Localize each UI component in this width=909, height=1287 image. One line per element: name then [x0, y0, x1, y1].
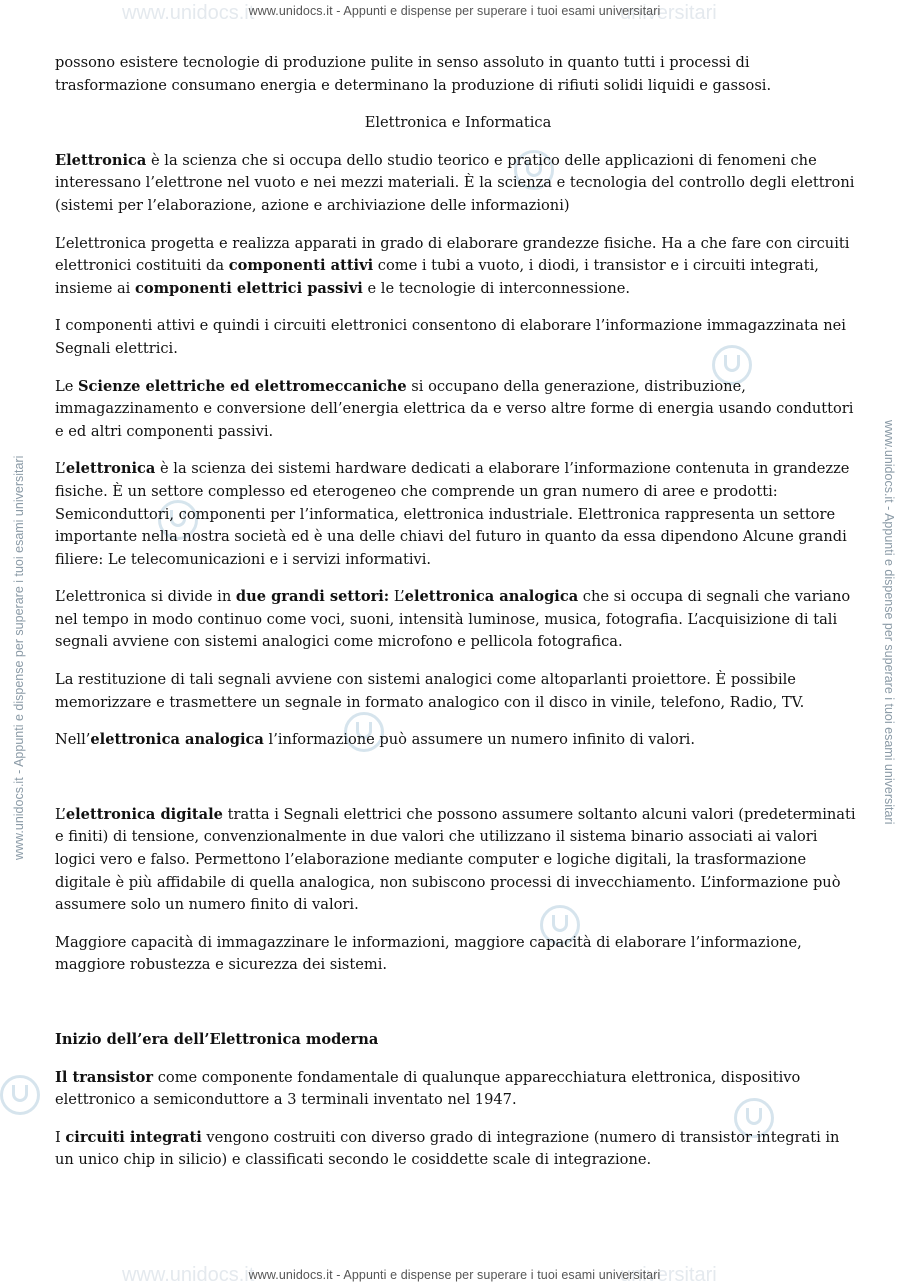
faint-watermark-top-right: universitari [620, 2, 717, 24]
paragraph-sistemi-hardware [55, 458, 861, 571]
paragraph-segnali: I componenti attivi e quindi i circuiti elettronici consentono di elaborare l’informazione immagazzinata nei Segnali elettrici. [55, 317, 846, 357]
text-run: si occupano della generazione, distribuzione, immagazzinamento e conversione dell’energia elettrica da e verso altre forme di energia usando conduttori e ed altri componenti passivi. [55, 377, 854, 440]
paragraph-scienze-elettriche [55, 376, 861, 444]
text-run: tratta i Segnali elettrici che possono assumere soltanto alcuni valori (predeterminati e finiti) di tensione, convenzionalmente in due valori che utilizzano il sistema binario associati ai valori logici vero e falso. Permettono l’elaborazione mediante computer e logiche digitali, la trasformazione digitale è più affidabile di quella analogica, non subiscono processi di invecchiamento. L’informazione può assumere solo un numero finito di valori. [55, 805, 856, 914]
intro-paragraph: possono esistere tecnologie di produzione pulite in senso assoluto in quanto tutti i processi di trasformazione consumano energia e determinano la produzione di rifiuti solidi liquidi e gassosi. [55, 54, 772, 94]
paragraph-maggiore-capacita: Maggiore capacità di immagazzinare le informazioni, maggiore capacità di elaborare l’informazione, maggiore robustezza e sicurezza dei sistemi. [55, 933, 802, 974]
bold-term: elettronica [65, 460, 156, 478]
header-watermark-link[interactable]: www.unidocs.it - Appunti e dispense per superare i tuoi esami universitari [248, 4, 661, 18]
text-run: L’ [55, 805, 66, 823]
text-run: vengono costruiti con diverso grado di integrazione (numero di transistor integrati in un unico chip in silicio) e classificati secondo le cosiddette scale di integrazione. [55, 1128, 840, 1169]
paragraph-transistor [55, 1067, 861, 1112]
bold-term: circuiti integrati [65, 1128, 202, 1146]
text-run: è la scienza dei sistemi hardware dedicati a elaborare l’informazione contenuta in grandezze fisiche. È un settore complesso ed eterogeneo che comprende un gran numero di aree e prodotti: Semiconduttori, componenti per l’informatica, elettronica industriale. Elettronica rappresenta un settore importante nella nostra società ed è una delle chiavi del futuro in quanto da essa dipendono Alcune grandi filiere: Le telecomunicazioni e i servizi informativi. [55, 460, 850, 568]
side-watermark-right: www.unidocs.it - Appunti e dispense per superare i tuoi esami universitari [882, 420, 896, 825]
text-run: L’ [55, 460, 66, 478]
section-title: Elettronica e Informatica [364, 114, 552, 132]
text-run: Le [55, 377, 78, 395]
side-watermark-left: www.unidocs.it - Appunti e dispense per superare i tuoi esami universitari [12, 455, 26, 860]
paragraph-circuiti-integrati [55, 1127, 861, 1172]
paragraph-restituzione: La restituzione di tali segnali avviene con sistemi analogici come altoparlanti proiettore. È possibile memorizzare e trasmettere un segnale in formato analogico con il disco in vinile, telefono, Radio, TV. [55, 671, 805, 711]
bold-term: due grandi settori: [235, 588, 390, 606]
text-run: Nell’ [55, 731, 91, 749]
faint-watermark-bottom-left: www.unidocs.it [122, 1264, 255, 1286]
text-run: L’elettronica si divide in [55, 588, 236, 606]
text-run: che si occupa di segnali che variano nel tempo in modo continuo come voci, suoni, intensità luminose, musica, fotografia. L’acquisizione di tali segnali avviene con sistemi analogici come microfono e pellicola fotografica. [55, 588, 851, 651]
bold-term: componenti elettrici passivi [134, 279, 363, 297]
text-run: è la scienza che si occupa dello studio teorico e pratico delle applicazioni di fenomeni che interessano l’elettrone nel vuoto e nei mezzi materiali. È la scienza e tecnologia del controllo degli elettroni (sistemi per l’elaborazione, azione e archiviazione delle informazioni) [55, 151, 855, 214]
bold-term: componenti attivi [228, 257, 374, 275]
text-run: come i tubi a vuoto, i diodi, i transistor e i circuiti integrati, insieme ai [55, 257, 819, 297]
paragraph-componenti [55, 233, 861, 301]
faint-watermark-top-left: www.unidocs.it [122, 2, 255, 24]
text-run: L’elettronica progetta e realizza apparati in grado di elaborare grandezze fisiche. Ha a che fare con circuiti elettronici costituiti da [55, 234, 850, 275]
paragraph-elettronica-definition [55, 150, 861, 218]
bold-term: Scienze elettriche ed elettromeccaniche [77, 377, 407, 395]
bold-term: elettronica digitale [65, 805, 223, 823]
faint-watermark-bottom-right: universitari [620, 1264, 717, 1286]
bold-term: Il transistor [55, 1068, 154, 1086]
text-run: e le tecnologie di interconnessione. [362, 279, 631, 297]
unidocs-logo-icon [0, 1075, 40, 1115]
text-run: l’informazione può assumere un numero infinito di valori. [263, 731, 695, 749]
section-heading-era-moderna: Inizio dell’era dell’Elettronica moderna [55, 1031, 379, 1048]
bold-term: elettronica analogica [90, 731, 264, 749]
paragraph-due-settori [55, 586, 861, 654]
footer-watermark-link[interactable]: www.unidocs.it - Appunti e dispense per superare i tuoi esami universitari [248, 1268, 661, 1282]
bold-term: Elettronica [55, 151, 147, 169]
document-body [55, 52, 861, 1187]
bold-term: elettronica analogica [404, 588, 579, 606]
text-run: I [55, 1128, 66, 1146]
text-run: come componente fondamentale di qualunque apparecchiatura elettronica, dispositivo elettronico a semiconduttore a 3 terminali inventato nel 1947. [55, 1068, 801, 1109]
text-run: L’ [389, 588, 405, 606]
paragraph-digitale [55, 804, 861, 917]
paragraph-analogica-valori [55, 729, 861, 752]
